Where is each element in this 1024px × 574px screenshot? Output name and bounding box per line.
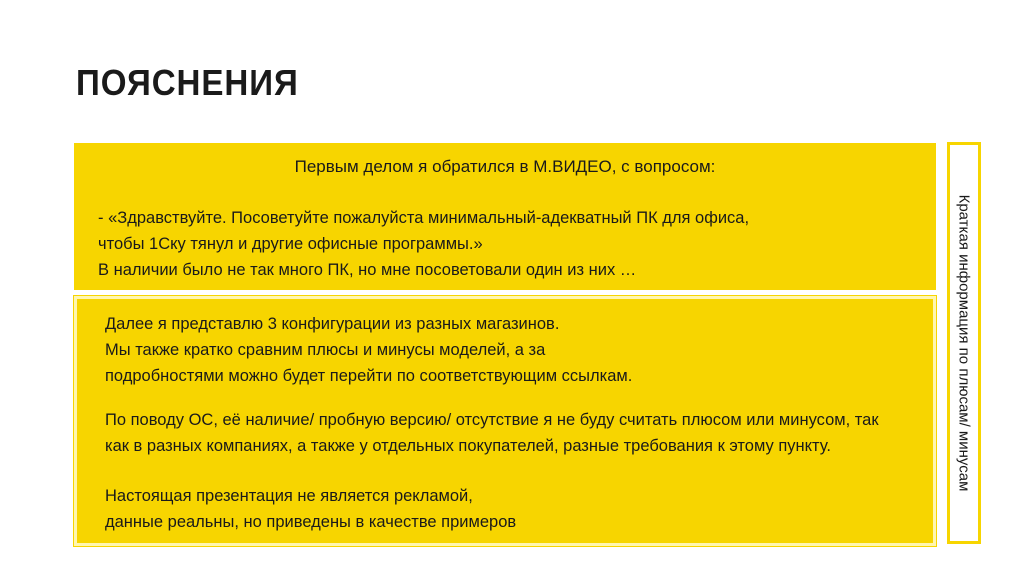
details-line-4: По поводу ОС, её наличие/ пробную версию/ отсутствие я не буду считать плюсом или минусом, так	[105, 411, 879, 429]
details-line-3: подробностями можно будет перейти по соответствующим ссылкам.	[105, 367, 633, 385]
intro-line-1: - «Здравствуйте. Посоветуйте пожалуйста минимальный-адекватный ПК для офиса,	[98, 209, 750, 227]
details-line-2: Мы также кратко сравним плюсы и минусы моделей, а за	[105, 341, 546, 359]
details-line-6: Настоящая презентация не является рекламой,	[105, 487, 473, 505]
details-line-5: как в разных компаниях, а также у отдельных покупателей, разные требования к этому пункту.	[105, 437, 831, 455]
details-line-1: Далее я представлю 3 конфигурации из разных магазинов.	[105, 315, 560, 333]
details-line-7: данные реальны, но приведены в качестве примеров	[105, 513, 517, 531]
intro-box	[74, 143, 936, 290]
intro-line-2: чтобы 1Cку тянул и другие офисные программы.»	[98, 235, 483, 253]
slide-title: ПОЯСНЕНИЯ	[76, 62, 299, 103]
intro-heading: Первым делом я обратился в М.ВИДЕО, с вопросом:	[294, 157, 716, 176]
intro-line-3: В наличии было не так много ПК, но мне посоветовали один из них …	[98, 261, 637, 279]
side-label-box	[947, 142, 981, 544]
side-label: Краткая информация по плюсам/ минусам	[955, 194, 973, 492]
details-box	[74, 296, 936, 546]
